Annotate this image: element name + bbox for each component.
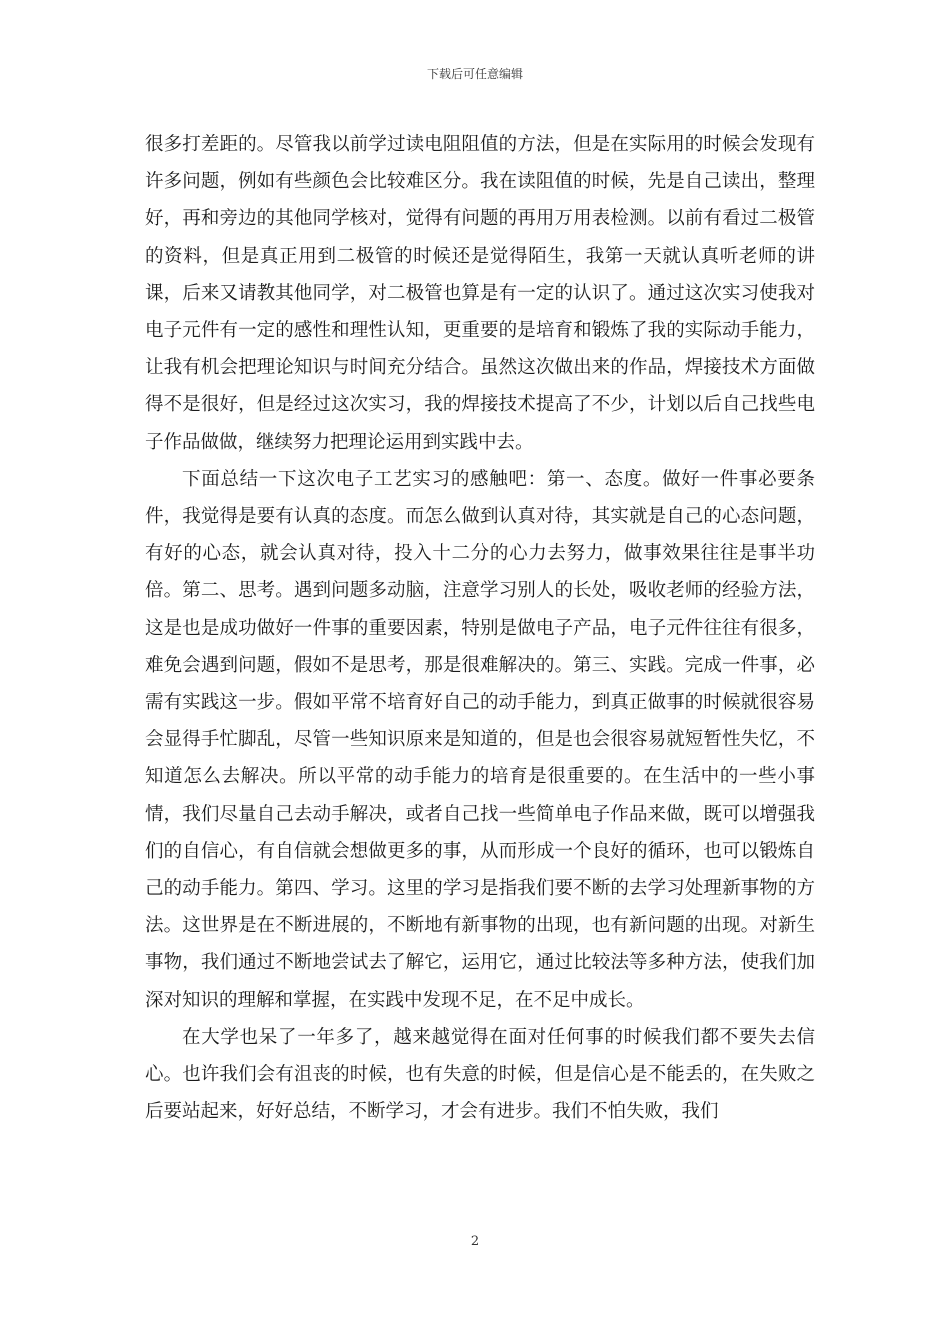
page-number: 2 xyxy=(470,1234,480,1249)
document-body xyxy=(145,126,815,1130)
paragraph-summary: 下面总结一下这次电子工艺实习的感触吧：第一、态度。做好一件事必要条件，我觉得是要有认真的态度。而怎么做到认真对待，其实就是自己的心态问题，有好的心态，就会认真对待，投入十二分的心力去努力，做事效果往往是事半功倍。第二、思考。遇到问题多动脑，注意学习别人的长处，吸收老师的经验方法，这是也是成功做好一件事的重要因素，特别是做电子产品，电子元件往往有很多，难免会遇到问题，假如不是思考，那是很难解决的。第三、实践。完成一件事，必需有实践这一步。假如平常不培育好自己的动手能力，到真正做事的时候就很容易会显得手忙脚乱，尽管一些知识原来是知道的，但是也会很容易就短暂性失忆，不知道怎么去解决。所以平常的动手能力的培育是很重要的。在生活中的一些小事情，我们尽量自己去动手解决，或者自己找一些简单电子作品来做，既可以增强我们的自信心，有自信就会想做更多的事，从而形成一个良好的循环，也可以锻炼自己的动手能力。第四、学习。这里的学习是指我们要不断的去学习处理新事物的方法。这世界是在不断进展的，不断地有新事物的出现，也有新问题的出现。对新生事物，我们通过不断地尝试去了解它，运用它，通过比较法等多种方法，使我们加深对知识的理解和掌握，在实践中发现不足，在不足中成长。 xyxy=(145,468,815,1011)
paragraph-university: 在大学也呆了一年多了，越来越觉得在面对任何事的时候我们都不要失去信心。也许我们会有沮丧的时候，也有失意的时候，但是信心是不能丢的，在失败之后要站起来，好好总结，不断学习，才会有进步。我们不怕失败，我们 xyxy=(145,1026,815,1123)
paragraph-continued: 很多打差距的。尽管我以前学过读电阻阻值的方法，但是在实际用的时候会发现有许多问题，例如有些颜色会比较难区分。我在读阻值的时候，先是自己读出，整理好，再和旁边的其他同学核对，觉得有问题的再用万用表检测。以前有看过二极管的资料，但是真正用到二极管的时候还是觉得陌生，我第一天就认真听老师的讲课，后来又请教其他同学，对二极管也算是有一定的认识了。通过这次实习使我对电子元件有一定的感性和理性认知，更重要的是培育和锻炼了我的实际动手能力，让我有机会把理论知识与时间充分结合。虽然这次做出来的作品，焊接技术方面做得不是很好，但是经过这次实习，我的焊接技术提高了不少，计划以后自己找些电子作品做做，继续努力把理论运用到实践中去。 xyxy=(145,134,815,453)
page-header: 下载后可任意编辑 xyxy=(426,67,523,81)
